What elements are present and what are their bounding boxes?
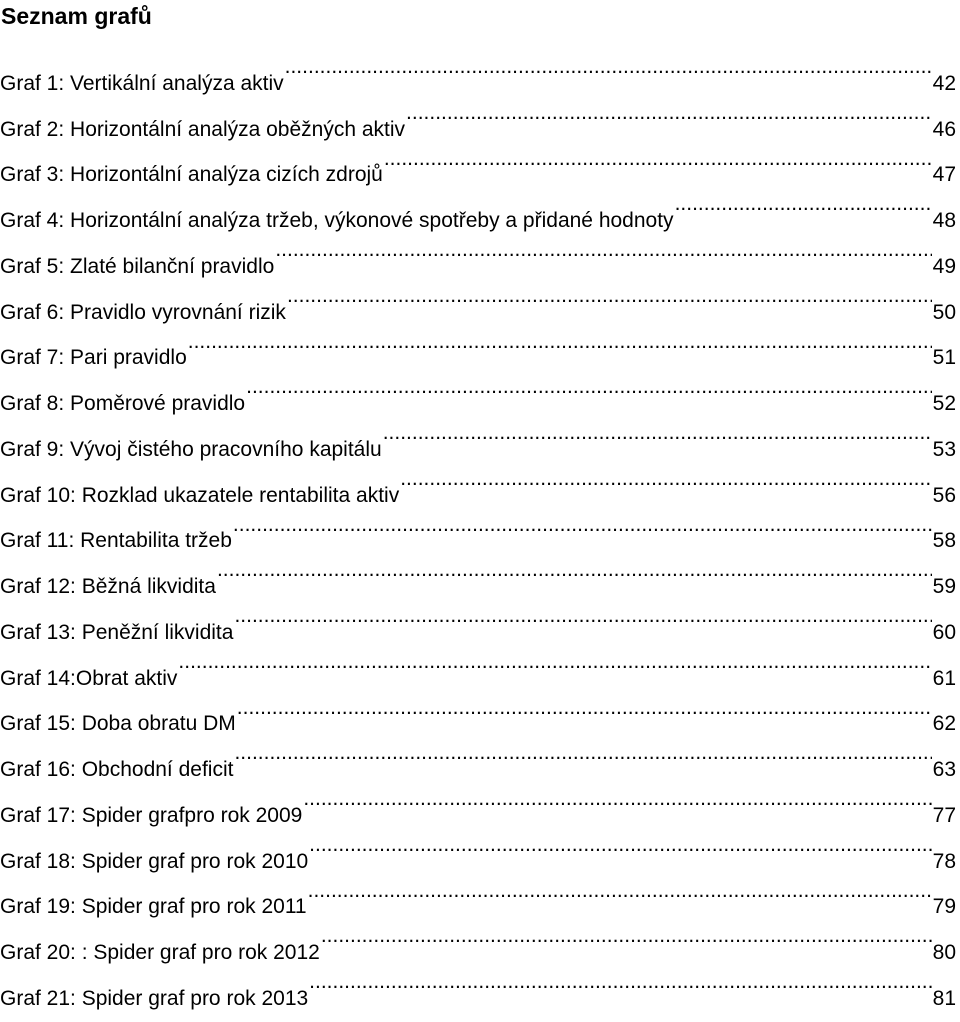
toc-entry-title: Graf 13: Peněžní likvidita	[0, 620, 234, 644]
toc-entry-page: 49	[932, 254, 956, 278]
toc-entry-title: Graf 7: Pari pravidlo	[0, 346, 187, 370]
toc-entry-page: 62	[932, 712, 956, 736]
toc-entry-title: Graf 10: Rozklad ukazatele rentabilita aktiv	[0, 483, 400, 507]
toc-entry-title: Graf 21: Spider graf pro rok 2013	[0, 986, 309, 1010]
toc-entry[interactable]	[0, 44, 956, 95]
toc-entry-title: Graf 9: Vývoj čistého pracovního kapitálu	[0, 437, 382, 461]
toc-entry-page: 59	[932, 575, 956, 598]
dot-leader	[188, 319, 932, 365]
dot-leader	[234, 730, 931, 776]
toc-entry-page: 46	[932, 117, 956, 141]
toc-entry-title: Graf 8: Poměrové pravidlo	[0, 392, 246, 415]
toc-entry-page: 42	[932, 71, 956, 95]
toc-entry-page: 47	[932, 163, 956, 187]
dot-leader	[309, 959, 931, 1005]
toc-entry-title: Graf 16: Obchodní deficit	[0, 758, 234, 781]
toc-entry-title: Graf 3: Horizontální analýza cizích zdrojů	[0, 163, 383, 187]
dot-leader	[234, 593, 931, 639]
dot-leader	[178, 639, 931, 685]
toc-entry-title: Graf 1: Vertikální analýza aktiv	[0, 71, 284, 95]
dot-leader	[400, 456, 931, 502]
toc-entry-page: 80	[932, 941, 956, 964]
dot-leader	[675, 181, 932, 227]
list-of-figures	[0, 44, 956, 1010]
toc-entry-page: 53	[932, 437, 956, 461]
dot-leader	[246, 364, 932, 410]
dot-leader	[233, 502, 932, 548]
toc-entry-page: 51	[932, 346, 956, 370]
toc-entry-page: 79	[932, 895, 956, 919]
toc-entry-title: Graf 2: Horizontální analýza oběžných aktiv	[0, 117, 406, 141]
list-of-figures-heading: Seznam grafů	[1, 3, 152, 29]
dot-leader	[384, 136, 932, 182]
toc-entry-page: 61	[932, 666, 956, 690]
toc-entry-title: Graf 20: : Spider graf pro rok 2012	[0, 941, 320, 964]
dot-leader	[285, 44, 932, 90]
toc-entry-title: Graf 14:Obrat aktiv	[0, 666, 178, 690]
dot-leader	[406, 90, 932, 136]
dot-leader	[321, 913, 932, 959]
toc-entry-title: Graf 15: Doba obratu DM	[0, 712, 236, 736]
toc-entry-page: 48	[932, 209, 956, 232]
toc-entry-title: Graf 5: Zlaté bilanční pravidlo	[0, 254, 275, 278]
toc-entry-title: Graf 17: Spider grafpro rok 2009	[0, 803, 303, 827]
toc-entry-page: 58	[932, 529, 956, 553]
toc-entry-page: 63	[932, 758, 956, 781]
toc-entry-title: Graf 12: Běžná likvidita	[0, 575, 216, 598]
toc-entry-title: Graf 11: Rentabilita tržeb	[0, 529, 232, 553]
toc-entry-page: 52	[932, 392, 956, 415]
toc-entry-title: Graf 4: Horizontální analýza tržeb, výkonové spotřeby a přidané hodnoty	[0, 209, 674, 232]
dot-leader	[237, 685, 932, 731]
toc-entry-page: 77	[932, 803, 956, 827]
dot-leader	[383, 410, 932, 456]
toc-entry-page: 60	[932, 620, 956, 644]
toc-entry-page: 50	[932, 300, 956, 324]
toc-entry-page: 78	[932, 849, 956, 873]
dot-leader	[275, 227, 931, 273]
dot-leader	[309, 822, 931, 868]
toc-entry-title: Graf 6: Pravidlo vyrovnání rizik	[0, 300, 286, 324]
toc-entry-page: 81	[932, 986, 956, 1010]
dot-leader	[217, 547, 932, 593]
dot-leader	[303, 776, 931, 822]
dot-leader	[287, 273, 932, 319]
toc-entry-page: 56	[932, 483, 956, 507]
toc-entry-title: Graf 18: Spider graf pro rok 2010	[0, 849, 309, 873]
toc-entry-title: Graf 19: Spider graf pro rok 2011	[0, 895, 307, 919]
dot-leader	[308, 868, 932, 914]
